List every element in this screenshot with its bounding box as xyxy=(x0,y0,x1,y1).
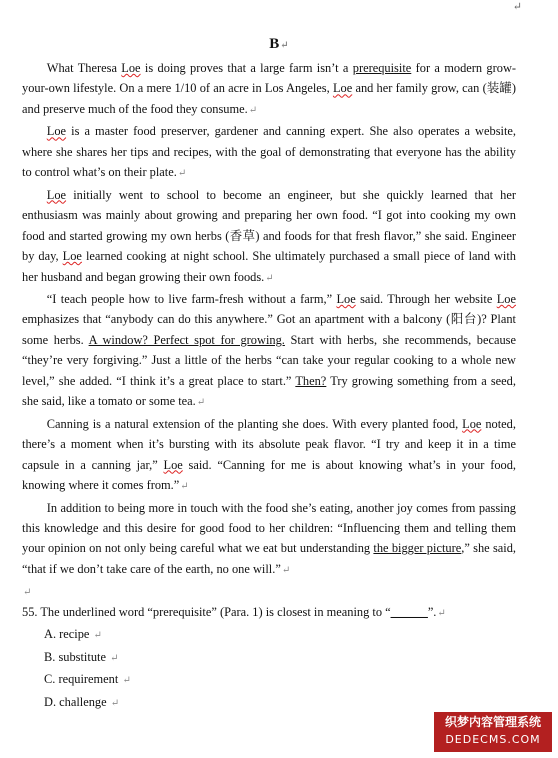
paragraph-3 xyxy=(22,185,516,289)
return-mark-icon: ↵ xyxy=(265,272,274,284)
section-title-text: B xyxy=(269,36,280,52)
return-mark-icon: ↵ xyxy=(177,168,187,180)
text-span: What Theresa xyxy=(46,61,122,75)
return-mark-icon: ↵ xyxy=(122,675,131,687)
answer-blank: ______ xyxy=(390,604,428,619)
text-span: initially went to school to become an engineer, but she quickly learned that her enthusiasm was mainly about growing and preparing her own food. “I got into cooking my own food and started growing my own herbs (香草) and foods for that fresh flavor,” she said. Engineer by day, xyxy=(22,187,516,264)
text-span: for a modern grow-your-own lifestyle. On a mere 1/10 of an acre in Los Angeles, xyxy=(22,61,517,96)
name-loe: Loe xyxy=(62,249,82,264)
text-span: is a master food preserver, gardener and canning expert. She also operates a website, where she shares her tips and recipes, with the goal of demonstrating that everyone has the ability to control what’s on their plate. xyxy=(22,124,516,180)
blank-line xyxy=(22,581,516,601)
text-span: In addition to being more in touch with the food she’s eating, another joy comes from passing this knowledge and this desire for good food to her children: “Influencing them and telling them your opinion on not only being careful what we eat but understanding xyxy=(22,500,516,556)
question-end: ”. xyxy=(427,604,437,619)
name-loe: Loe xyxy=(121,61,141,75)
name-loe: Loe xyxy=(46,187,67,202)
option-b-text: B. substitute xyxy=(44,649,106,664)
option-b xyxy=(44,647,516,669)
option-d-text: D. challenge xyxy=(44,694,107,709)
text-span: Start with herbs, she recommends, because “they’re very forgiving.” Just a little of the herbs “can take your regular cooking to a whole new level,” she added. “I think it’s a great place to start.” xyxy=(22,332,516,388)
paragraph-6 xyxy=(22,498,516,582)
underlined-window-phrase: A window? Perfect spot for growing. xyxy=(88,332,285,347)
option-c xyxy=(44,669,516,691)
option-a-text: A. recipe xyxy=(44,627,90,642)
site-watermark xyxy=(434,712,552,752)
return-mark-icon: ↵ xyxy=(280,40,289,51)
passage xyxy=(22,58,516,714)
return-mark-icon: ↵ xyxy=(110,652,119,664)
text-span: noted, there’s a moment when it’s bursting with its absolute peak flavor. “I try and keep it in a time capsule in a canning jar,” xyxy=(22,416,516,472)
paragraph-1 xyxy=(22,58,516,121)
text-span: said. Through her website xyxy=(355,291,497,306)
option-d xyxy=(44,692,516,714)
paragraph-4 xyxy=(22,289,516,414)
paragraph-5 xyxy=(22,414,516,498)
name-loe: Loe xyxy=(462,416,482,431)
return-mark-icon: ↵ xyxy=(180,481,189,493)
return-mark-icon: ↵ xyxy=(196,397,206,409)
text-span: ,” she said, “that if we don’t take care of the earth, no one will.” xyxy=(22,541,516,576)
return-mark-icon: ↵ xyxy=(93,630,102,642)
name-loe: Loe xyxy=(46,124,67,139)
name-loe: Loe xyxy=(332,81,353,96)
text-span: learned cooking at night school. She ultimately purchased a small piece of land with her husband and began growing their own foods. xyxy=(22,249,516,284)
option-c-text: C. requirement xyxy=(44,672,119,687)
return-mark-icon: ↵ xyxy=(110,697,120,709)
text-span: Canning is a natural extension of the planting she does. With every planted food, xyxy=(46,416,463,431)
text-span: and her family grow, can (装罐) and preserve much of the food they consume. xyxy=(22,81,516,116)
name-loe: Loe xyxy=(163,457,183,472)
section-title xyxy=(0,36,558,53)
text-span: Try growing something from a seed, she said, like a tomato or some tea. xyxy=(22,373,516,409)
underlined-bigger-picture: the bigger picture xyxy=(373,541,462,556)
answer-options xyxy=(44,624,516,714)
underlined-word-prerequisite: prerequisite xyxy=(352,61,412,75)
question-text: 55. The underlined word “prerequisite” (Para. 1) is closest in meaning to “ xyxy=(22,604,391,619)
corner-return-mark: ↵ xyxy=(512,1,522,13)
paragraph-2 xyxy=(22,121,516,184)
watermark-line-1: 织梦内容管理系统 xyxy=(444,715,541,729)
return-mark-icon: ↵ xyxy=(248,104,258,116)
option-a xyxy=(44,624,516,646)
text-span: said. “Canning for me is about knowing what’s in your food, knowing where it comes from.” xyxy=(22,457,517,493)
text-span: emphasizes that “anybody can do this anywhere.” Got an apartment with a balcony (阳台)? Plant some herbs. xyxy=(22,312,516,347)
return-mark-icon: ↵ xyxy=(437,607,446,619)
return-mark-icon: ↵ xyxy=(23,587,32,599)
text-span: is doing proves that a large farm isn’t a xyxy=(140,61,353,75)
name-loe: Loe xyxy=(336,291,356,306)
text-span: “I teach people how to live farm-fresh without a farm,” xyxy=(46,291,337,306)
question-55 xyxy=(22,602,516,624)
name-loe: Loe xyxy=(496,291,516,306)
return-mark-icon: ↵ xyxy=(281,564,291,576)
watermark-line-2: DEDECMS.COM xyxy=(445,733,541,746)
underlined-then: Then? xyxy=(295,373,327,388)
